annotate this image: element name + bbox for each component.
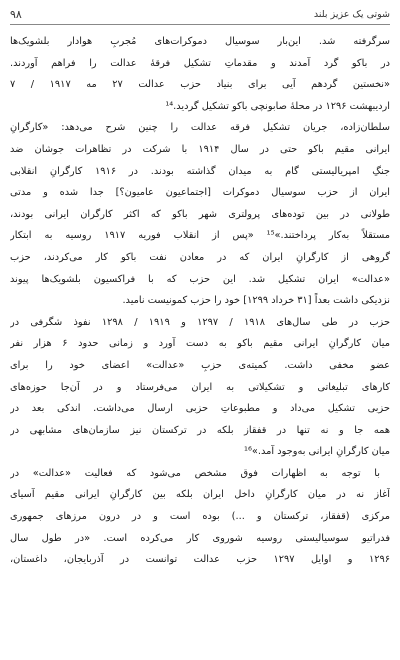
text-line: طولانی در بین توده‌های پرولتری شهر باکو که اکثر کارگران ایرانی بودند، bbox=[10, 208, 390, 220]
text-line: ایران از حزب سوسیال دموکرات [اجتماعیون عامیون؟] جدا شده و مدتی bbox=[10, 187, 390, 199]
text-line: فدراتیو سوسیالیستی روسیه شوروی کار می‌کرده است. «در طول سال bbox=[10, 532, 390, 544]
text-line: ایرانی مقیم باکو حتی در سال ۱۹۱۴ با شرکت در تظاهرات جوشان ضد bbox=[10, 143, 390, 155]
running-header bbox=[10, 6, 390, 25]
text-line: سرگرفته شد. این‌بار سوسیال دموکرات‌های مُجربِ هوادار بلشویک‌ها bbox=[10, 36, 390, 47]
text-line: عضو مخفی داشت. کمیته‌ی حزبِ «عدالت» اعضای خود را برای bbox=[10, 359, 390, 371]
running-title: شوتی یک عزیز بلند bbox=[313, 8, 390, 20]
text-line: همه جا و نه تنها در قفقاز بلکه در ترکستان نیز سازمان‌های مشابهی در bbox=[10, 424, 390, 436]
text-line: با توجه به اظهارات فوق مشخص می‌شود که فعالیت «عدالت» در bbox=[10, 467, 380, 479]
text-line: «عدالت» ایران تشکیل شد. این حزب که با فراکسیون بلشویک‌ها پیوند bbox=[10, 273, 390, 285]
text-line: اردیبهشت ۱۲۹۶ در محلهٔ صابونچی باکو تشکیل گردید.¹⁴ bbox=[165, 100, 390, 112]
text-line: ۱۲۹۶ و اوایل ۱۲۹۷ حزب عدالت توانست در آذربایجان، داغستان، bbox=[10, 554, 390, 566]
text-line: حزبی تشکیل می‌داد و مطبوعاتِ حزبی ارسال می‌داشت. اندکی بعد در bbox=[10, 403, 390, 415]
text-line: کارهای تبلیغاتی و تشکیلاتی به ایران می‌فرستاد و در آن‌جا حوزه‌های bbox=[10, 381, 390, 393]
text-line: «نخستین گردهم آیی برای بنیاد حزب عدالت ۲۷ مه ۱۹۱۷ / ۷ bbox=[10, 79, 390, 91]
text-line: میان کارگرانِ ایرانی به‌وجود آمد.»¹⁶ bbox=[244, 446, 390, 458]
text-line: مستقلاً به‌کار پرداختند.»¹⁵ «پس از انقلاب فوریه ۱۹۱۷ روسیه به ابتکار bbox=[10, 230, 390, 242]
page-number: ۹۸ bbox=[10, 7, 22, 21]
text-line: میان کارگرانِ ایرانی مقیم باکو به دست آورد و زمانی حدود ۶ هزار نفر bbox=[10, 338, 390, 350]
text-line: گروهی از کارگرانِ ایران که در معادن نفت باکو کار می‌کردند، حزب bbox=[10, 251, 390, 263]
text-line: سلطان‌زاده، جریان تشکیل فرقه عدالت را چنین شرح می‌دهد: «کارگرانِ bbox=[10, 122, 390, 134]
text-line: در باکو گرد آمدند و مقدماتِ تشکیل فرقهٔ عدالت را فراهم آوردند. bbox=[10, 57, 390, 69]
text-line: نزدیکی داشت بعداً [۳۱ خرداد ۱۲۹۹] خود را حزب کمونیست نامید. bbox=[122, 295, 390, 307]
text-line: جنگِ امپریالیستی گام به میدان گذاشته بودند. در ۱۹۱۶ کارگرانِ انقلابی bbox=[10, 165, 390, 177]
text-line: مرکزی (قفقاز، ترکستان و ...) بوده است و در درون مرزهای جمهوری bbox=[10, 511, 390, 523]
body-text bbox=[10, 31, 390, 571]
text-line: حزب در طی سال‌های ۱۹۱۸ / ۱۲۹۷ و ۱۹۱۹ / ۱۲۹۸ نفوذ شگرفی در bbox=[10, 316, 390, 328]
text-line: آغاز نه در میان کارگرانِ داخل ایران بلکه بین کارگرانِ ایرانی مقیم آسیای bbox=[10, 489, 390, 501]
